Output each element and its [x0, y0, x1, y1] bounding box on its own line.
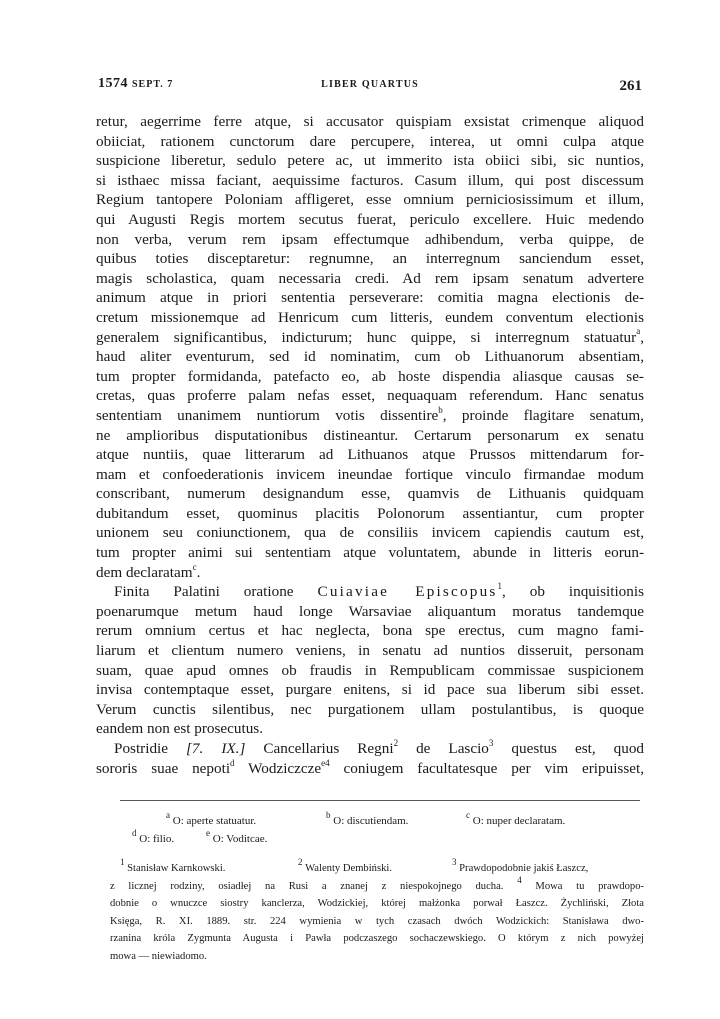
footnote	[120, 857, 298, 878]
text-line: mam et confoederationis invicem ineundae fortique vinculo firmandae modum	[96, 465, 644, 483]
note-mark: b	[326, 810, 331, 821]
text-line: cretum missionemque ad Henricum cum litteris, eundem conventum electionis	[96, 308, 644, 326]
text-line: qui Augusti Regis mortem secutus fuerat, periculo excellere. Huic medendo	[96, 210, 644, 228]
footnote-ref-3: 3	[488, 737, 494, 748]
text-line: atque nuntiis, quae litterarum ad Lithuanos atque Prussos mittendarum for-	[96, 446, 644, 464]
text-line: obiiciat, rationem cunctorum dare percupere, interea, ut omni culpa atque	[96, 132, 644, 150]
text-line: poenarumque metum haud longe Warsaviae aliquantum moratus tandemque	[96, 602, 644, 620]
text-line: Regium tantopere Poloniam affligeret, esse omnium perniciosissimum et illum,	[96, 191, 644, 209]
text-segment: de Lascio	[398, 740, 489, 757]
text-line: tum propter formidanda, patefacto eo, ab hoste dispendia aliasque causas se-	[96, 367, 644, 385]
footnote-text: Stanisław Karnkowski.	[127, 863, 226, 874]
header-title: LIBER QUARTUS	[321, 79, 419, 90]
note-ref-c: c	[192, 561, 197, 572]
text-line: animum atque in priori sententia perseverare: comitia magna electionis de-	[96, 289, 644, 307]
footnote-line: mowa — niewiadomo.	[110, 950, 207, 962]
text-line: ne amplioribus disputationibus distineantur. Certarum personarum ex senatu	[96, 426, 644, 444]
text-line: eandem non est prosecutus.	[96, 720, 264, 738]
note-text: O: discutiendam.	[333, 815, 409, 827]
textual-notes	[96, 812, 644, 848]
text-line: haud aliter eventurum, sed id nominatim, cum ob Lithuanorum absentiam,	[96, 348, 644, 366]
note-text: O: Voditcae.	[212, 833, 268, 845]
text-segment: ,	[640, 328, 644, 346]
text-segment: sententiam unanimem nuntiorum votis dissentire	[96, 406, 439, 424]
text-line: Verum cunctis silentibus, nec purgationem ullam postulantibus, is quoque	[96, 700, 644, 718]
textual-note	[326, 812, 466, 830]
text-line: conscribant, numerum designandum esse, quamvis de Lithuanis quidquam	[96, 485, 644, 503]
footnote-text: Mowa tu prawdopo-	[535, 880, 645, 892]
footnote-mark: 2	[298, 857, 303, 868]
text-line: non verba, verum rem ipsam effectumque adhibendum, verba quippe, de	[96, 230, 644, 248]
text-line: quibus toties disceptaretur: regnumne, an interregnum sanciendum esset,	[96, 250, 644, 268]
main-text	[96, 112, 644, 778]
running-header	[98, 76, 642, 100]
textual-notes-row	[96, 830, 644, 848]
note-ref-d: d	[230, 757, 235, 768]
text-line: dubitandum esset, quominus placitis Polonorum assentiantur, cum propter	[96, 504, 644, 522]
text-segment: , proinde flagitare senatum,	[442, 406, 644, 424]
note-mark: c	[466, 810, 470, 821]
page-number: 261	[619, 78, 642, 94]
text-line: suspicione liberetur, sedulo petere ac, ut immerito ista obiici sibi, sic nuntios,	[96, 152, 644, 170]
text-segment: Finita Palatini oratione	[114, 583, 318, 601]
text-segment: Cancellarius Regni	[245, 740, 394, 757]
note-ref-b: b	[438, 404, 443, 415]
footnote-mark: 1	[120, 857, 125, 868]
footnote-divider	[120, 800, 640, 801]
date-annotation: [7. IX.]	[186, 740, 246, 757]
spacer	[96, 830, 132, 848]
footnote-text: Prawdopodobnie jakiś Łaszcz,	[459, 863, 589, 874]
header-year: 1574	[98, 76, 128, 91]
textual-note	[132, 830, 206, 848]
note-text: O: nuper declaratam.	[472, 815, 566, 827]
note-mark: d	[132, 828, 137, 839]
textual-note	[206, 830, 267, 848]
note-text: O: filio.	[139, 833, 175, 845]
textual-notes-row	[96, 812, 644, 830]
footnote	[298, 857, 452, 878]
note-mark: e	[206, 828, 210, 839]
text-segment: coniugem facultatesque per vim eripuisset,	[329, 759, 645, 777]
text-segment: generalem significantibus, indicturum; hunc quippe, si interregnum statuatur	[96, 328, 637, 346]
note-text: O: aperte statuatur.	[172, 815, 257, 827]
text-segment: questus est, quod	[493, 740, 645, 757]
text-segment: .	[196, 563, 201, 581]
footnote-row	[110, 857, 644, 878]
text-line: cretas, quas proferre palam nefas esset, nequaquam referendum. Hanc senatus	[96, 387, 644, 405]
footnote-text: Walenty Dembiński.	[305, 863, 392, 874]
header-month: SEPT. 7	[132, 79, 174, 90]
person-name: Cuiaviae Episcopus	[317, 583, 498, 601]
text-segment: Postridie	[114, 740, 187, 757]
textual-note	[466, 812, 565, 830]
footnote-ref-1: 1	[497, 581, 502, 592]
note-mark: a	[166, 810, 170, 821]
note-ref-a: a	[636, 326, 641, 337]
text-line: rerum omnium certus et hac neglecta, bona spe erectus, cum magno fami-	[96, 622, 644, 640]
text-line: retur, aegerrime ferre atque, si accusator quispiam exsistat crimenque aliquod	[96, 113, 644, 130]
footnote-mark: 3	[452, 857, 457, 868]
spacer	[96, 812, 166, 830]
footnotes	[110, 857, 645, 966]
spacer	[110, 860, 120, 878]
text-line: unionem seu coniunctionem, qua de consiliis invicem capiendis cautum est,	[96, 524, 644, 542]
textual-note	[166, 812, 326, 830]
footnote-line	[110, 875, 645, 896]
note-ref-e4: e4	[321, 757, 330, 768]
footnote-line: dobnie o wnuczce siostry kanclerza, Wodzickiej, której małżonka porwał Łaszcz. Żychliński, Złota	[110, 898, 644, 910]
text-line	[96, 563, 644, 583]
text-segment: Wodziczcze	[234, 759, 322, 777]
text-segment: sororis suae nepoti	[96, 759, 231, 777]
text-segment: , ob inquisitionis	[501, 583, 645, 601]
text-line: liarum et clientum numero veniens, in senatu ad nuntios disseruit, personam	[96, 642, 644, 660]
footnote-text: z licznej rodziny, osiadłej na Rusi a znanej z niespokojnego ducha.	[110, 880, 504, 892]
text-line: si isthaec missa faciant, aequissime facturos. Casum illum, qui post discessum	[96, 171, 644, 189]
text-line: magis scholastica, quam necessaria credi. Ad rem ipsam senatum advertere	[96, 269, 644, 287]
text-line	[96, 406, 644, 426]
text-line: invisa contemptaque esset, purgare enitens, si id pace sua liberum sibi esset.	[96, 681, 644, 699]
text-line	[96, 739, 644, 759]
text-line: tum propter animi sui sententiam atque voluntatem, abunde in litteris eorun-	[96, 544, 644, 562]
text-line: suam, quae apud omnes ob fraudis in Rempublicam commissae suspicionem	[96, 661, 644, 679]
text-line	[96, 759, 644, 779]
text-line	[96, 328, 644, 348]
text-segment: dem declaratam	[96, 563, 193, 581]
text-line	[96, 582, 644, 602]
footnote-ref-2: 2	[393, 737, 399, 748]
footnote-line: Księga, R. XI. 1889. str. 224 wymienia w tych czasach dwóch Wodzickich: Stanisława dwo-	[110, 915, 644, 927]
footnote-mark: 4	[517, 875, 522, 886]
footnote-line: rzanina króla Zygmunta Augusta i Pawła podczaszego sochaczewskiego. O którym z nich powyżej	[110, 933, 644, 945]
